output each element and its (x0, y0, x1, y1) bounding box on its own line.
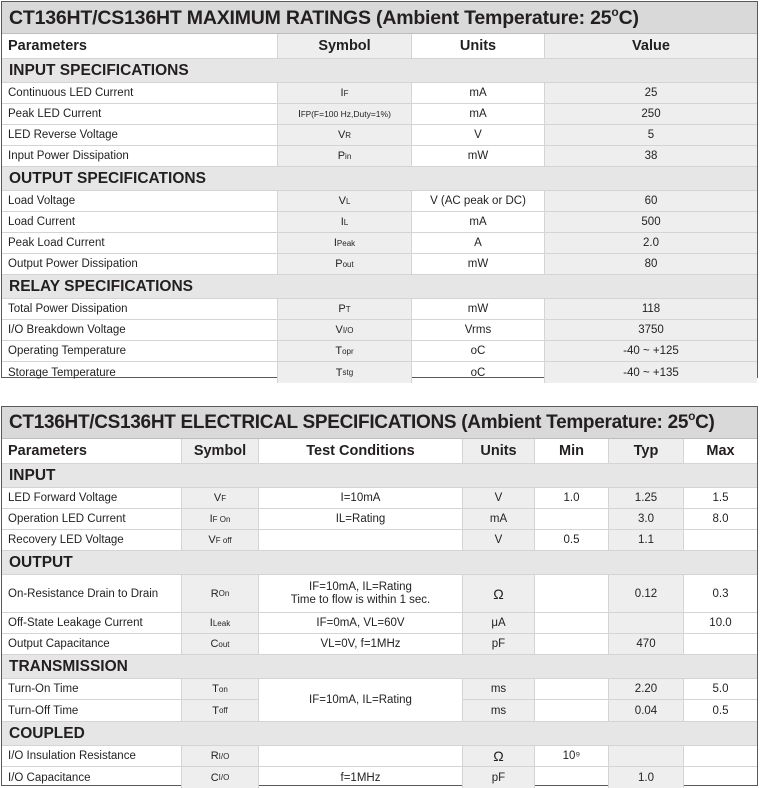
table-row (2, 83, 757, 104)
value: 5 (545, 125, 757, 145)
symbol: I Peak (278, 233, 412, 253)
param-name: LED Reverse Voltage (2, 125, 278, 145)
param-name: Recovery LED Voltage (2, 530, 182, 550)
param-name: Output Power Dissipation (2, 254, 278, 274)
min (535, 634, 609, 654)
min: 0.5 (535, 530, 609, 550)
section-output-specifications: OUTPUT SPECIFICATIONS (2, 167, 757, 191)
units: Vrms (412, 320, 545, 340)
col-header-parameters: Parameters (2, 34, 278, 58)
units: pF (463, 767, 535, 788)
max (684, 530, 757, 550)
table-row (2, 191, 757, 212)
symbol: I Leak (182, 613, 259, 633)
table-row (2, 488, 757, 509)
param-name: LED Forward Voltage (2, 488, 182, 508)
typ (609, 613, 684, 633)
table-row (2, 146, 757, 167)
max-ratings-table (1, 1, 758, 378)
value: 500 (545, 212, 757, 232)
table-row (2, 104, 757, 125)
min (535, 613, 609, 633)
symbol: R On (182, 575, 259, 612)
units: Ω (463, 575, 535, 612)
param-name: Operating Temperature (2, 341, 278, 361)
param-name: I/O Capacitance (2, 767, 182, 788)
typ: 470 (609, 634, 684, 654)
min (535, 509, 609, 529)
test-condition: IL=Rating (259, 509, 463, 529)
section-coupled: COUPLED (2, 722, 757, 746)
units: V (463, 530, 535, 550)
typ: 1.0 (609, 767, 684, 788)
table-row (2, 509, 757, 530)
units: mW (412, 146, 545, 166)
min: 10⁹ (535, 746, 609, 766)
col-header-value: Value (545, 34, 757, 58)
value: 80 (545, 254, 757, 274)
max: 10.0 (709, 617, 732, 629)
units: V (AC peak or DC) (412, 191, 545, 211)
param-name: Input Power Dissipation (2, 146, 278, 166)
units: A (412, 233, 545, 253)
table-row (2, 575, 757, 613)
min: 1.0 (535, 488, 609, 508)
symbol: I F (278, 83, 412, 103)
param-name: Off-State Leakage Current (2, 613, 182, 633)
max (684, 746, 757, 766)
section-relay-specifications: RELAY SPECIFICATIONS (2, 275, 757, 299)
max (684, 767, 757, 788)
value: 250 (545, 104, 757, 124)
units: ms (463, 679, 535, 699)
test-condition: IF=10mA, IL=Rating Time to flow is within 1 sec. (259, 575, 463, 612)
value: 118 (545, 299, 757, 319)
symbol: I L (278, 212, 412, 232)
min (535, 767, 609, 788)
max: 0.5 (712, 704, 729, 717)
units: mW (412, 299, 545, 319)
symbol: C out (182, 634, 259, 654)
symbol: I FP (F=100 Hz,Duty=1%) (278, 104, 412, 124)
typ: 1.25 (609, 488, 684, 508)
max-ratings-title: CT136HT/CS136HT MAXIMUM RATINGS (Ambient Temperature: 25$^o$C) (2, 2, 757, 34)
units: mA (412, 83, 545, 103)
col-header-symbol: Symbol (278, 34, 412, 58)
symbol: I F On (182, 509, 259, 529)
test-condition: IF=0mA, VL=60V (259, 613, 463, 633)
max-ratings-header-row (2, 34, 757, 59)
param-name: Total Power Dissipation (2, 299, 278, 319)
param-name: Turn-Off Time (2, 700, 182, 721)
col-header-typ: Typ (609, 439, 684, 463)
value: 38 (545, 146, 757, 166)
max (684, 634, 757, 654)
units: μA (463, 613, 535, 633)
test-condition (259, 746, 463, 766)
units: Ω (463, 746, 535, 766)
param-name: I/O Insulation Resistance (2, 746, 182, 766)
symbol: T stg (278, 362, 412, 383)
units: ms (463, 700, 535, 721)
col-header-units: Units (463, 439, 535, 463)
max: 1.5 (712, 492, 729, 504)
param-name: Turn-On Time (2, 679, 182, 699)
max: 5.0 (712, 683, 729, 695)
max: 0.3 (712, 587, 729, 600)
symbol: C I/O (182, 767, 259, 788)
units: mA (412, 104, 545, 124)
test-condition: VL=0V, f=1MHz (259, 634, 463, 654)
symbol: R I/O (182, 746, 259, 766)
symbol: T on (182, 679, 259, 699)
table-row (2, 634, 757, 655)
section-transmission: TRANSMISSION (2, 655, 757, 679)
symbol: P in (278, 146, 412, 166)
table-row (2, 362, 757, 383)
min (535, 679, 609, 699)
table-row (2, 341, 757, 362)
typ: 2.20 (609, 679, 684, 699)
min (535, 575, 609, 612)
symbol: T opr (278, 341, 412, 361)
electrical-specifications-table (1, 406, 758, 786)
electrical-specs-title: CT136HT/CS136HT ELECTRICAL SPECIFICATIONS (Ambient Temperature: 25$^o$C) (2, 407, 757, 439)
symbol: V F (182, 488, 259, 508)
param-name: Peak LED Current (2, 104, 278, 124)
col-header-test-conditions: Test Conditions (259, 439, 463, 463)
symbol: V L (278, 191, 412, 211)
section-output: OUTPUT (2, 551, 757, 575)
table-row (2, 125, 757, 146)
table-row (2, 320, 757, 341)
transmission-rows (2, 679, 757, 722)
units: oC (412, 341, 545, 361)
param-name: I/O Breakdown Voltage (2, 320, 278, 340)
param-name: Load Voltage (2, 191, 278, 211)
symbol: T off (182, 700, 259, 721)
typ: 0.12 (609, 575, 684, 612)
min (535, 700, 609, 721)
value: 60 (545, 191, 757, 211)
max: 8.0 (712, 513, 729, 525)
param-name: Load Current (2, 212, 278, 232)
symbol: P T (278, 299, 412, 319)
symbol: V F off (182, 530, 259, 550)
electrical-header-row (2, 439, 757, 464)
param-name: On-Resistance Drain to Drain (2, 575, 182, 612)
units: V (463, 488, 535, 508)
value: -40 ~ +125 (545, 341, 757, 361)
param-name: Operation LED Current (2, 509, 182, 529)
symbol: V R (278, 125, 412, 145)
param-name: Peak Load Current (2, 233, 278, 253)
value: 25 (545, 83, 757, 103)
param-name: Continuous LED Current (2, 83, 278, 103)
units: pF (463, 634, 535, 654)
units: mA (412, 212, 545, 232)
col-header-min: Min (535, 439, 609, 463)
typ: 1.1 (609, 530, 684, 550)
typ: 0.04 (609, 700, 684, 721)
param-name: Output Capacitance (2, 634, 182, 654)
col-header-parameters: Parameters (2, 439, 182, 463)
table-row (2, 767, 757, 788)
table-row (2, 254, 757, 275)
units: V (412, 125, 545, 145)
value: -40 ~ +135 (545, 362, 757, 383)
table-row (2, 613, 757, 634)
units: mW (412, 254, 545, 274)
table-row (2, 746, 757, 767)
param-name: Storage Temperature (2, 362, 278, 383)
symbol: P out (278, 254, 412, 274)
table-row (2, 212, 757, 233)
table-row (2, 233, 757, 254)
test-condition: f=1MHz (259, 767, 463, 788)
value: 2.0 (545, 233, 757, 253)
typ (609, 746, 684, 766)
col-header-units: Units (412, 34, 545, 58)
units: mA (463, 509, 535, 529)
col-header-symbol: Symbol (182, 439, 259, 463)
value: 3750 (545, 320, 757, 340)
test-condition (259, 530, 463, 550)
symbol: V I/O (278, 320, 412, 340)
typ: 3.0 (609, 509, 684, 529)
table-row (2, 530, 757, 551)
section-input: INPUT (2, 464, 757, 488)
table-row (2, 299, 757, 320)
test-condition: I=10mA (259, 488, 463, 508)
col-header-max: Max (706, 443, 735, 459)
transmission-test-condition: IF=10mA, IL=Rating (259, 679, 463, 721)
units: oC (412, 362, 545, 383)
section-input-specifications: INPUT SPECIFICATIONS (2, 59, 757, 83)
